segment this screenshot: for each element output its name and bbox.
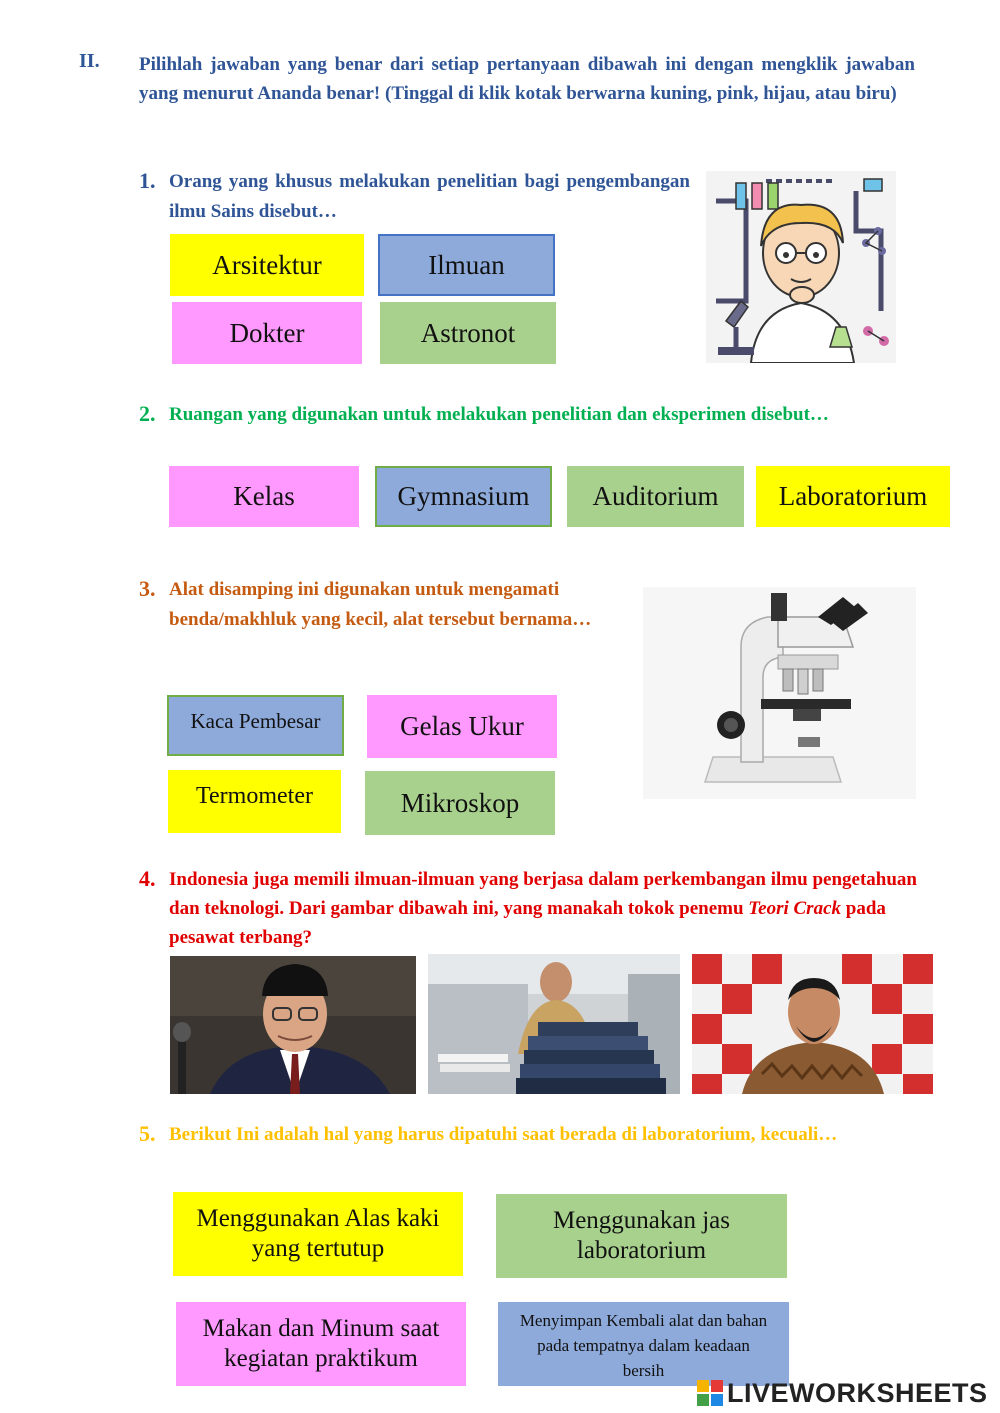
q4-photo-option-1[interactable] bbox=[170, 956, 416, 1094]
question-1-number: 1. bbox=[139, 168, 156, 193]
question-3-number: 3. bbox=[139, 576, 156, 601]
question-4-text-italic: Teori Crack bbox=[748, 898, 841, 919]
q4-photo-option-3[interactable] bbox=[692, 954, 933, 1094]
q5-option-jas-laboratorium[interactable]: Menggunakan jas laboratorium bbox=[496, 1194, 787, 1278]
section-number: II. bbox=[79, 50, 100, 72]
question-4-text bbox=[169, 865, 929, 952]
liveworksheets-logo bbox=[697, 1378, 988, 1409]
q1-option-arsitektur[interactable]: Arsitektur bbox=[170, 234, 364, 296]
question-4-text-after: pada pesawat terbang? bbox=[169, 898, 886, 948]
question-3-text: Alat disamping ini digunakan untuk mengamati benda/makhluk yang kecil, alat tersebut bernama… bbox=[169, 579, 592, 630]
question-4-text-before: Indonesia juga memili ilmuan-ilmuan yang berjasa dalam perkembangan ilmu pengetahuan dan teknologi. Dari gambar dibawah ini, yang manakah tokok penemu bbox=[169, 869, 917, 919]
q4-photo-option-2[interactable] bbox=[428, 954, 680, 1094]
question-4-number: 4. bbox=[139, 866, 156, 891]
q5-option-menyimpan-alat[interactable]: Menyimpan Kembali alat dan bahan pada tempatnya dalam keadaan bersih bbox=[498, 1302, 789, 1386]
q5-option-makan-minum[interactable]: Makan dan Minum saat kegiatan praktikum bbox=[176, 1302, 466, 1386]
q1-option-dokter[interactable]: Dokter bbox=[172, 302, 362, 364]
microscope-photo bbox=[643, 587, 916, 799]
q3-option-gelas-ukur[interactable]: Gelas Ukur bbox=[367, 695, 557, 758]
q1-option-ilmuan[interactable]: Ilmuan bbox=[378, 234, 555, 296]
question-5-number: 5. bbox=[139, 1121, 156, 1146]
instruction-text: Pilihlah jawaban yang benar dari setiap pertanyaan dibawah ini dengan mengklik jawaban yang menurut Ananda benar! (Tinggal di klik kotak berwarna kuning, pink, hijau, atau biru) bbox=[139, 54, 915, 104]
q3-option-termometer[interactable]: Termometer bbox=[168, 770, 341, 833]
q3-option-mikroskop[interactable]: Mikroskop bbox=[365, 771, 555, 835]
q1-option-astronot[interactable]: Astronot bbox=[380, 302, 556, 364]
q3-option-kaca-pembesar[interactable]: Kaca Pembesar bbox=[167, 695, 344, 756]
q2-option-laboratorium[interactable]: Laboratorium bbox=[756, 466, 950, 527]
q2-option-kelas[interactable]: Kelas bbox=[169, 466, 359, 527]
liveworksheets-logo-text: LIVEWORKSHEETS bbox=[727, 1378, 988, 1408]
q2-option-auditorium[interactable]: Auditorium bbox=[567, 466, 744, 527]
question-2-text: Ruangan yang digunakan untuk melakukan penelitian dan eksperimen disebut… bbox=[169, 404, 829, 425]
question-5-text: Berikut Ini adalah hal yang harus dipatuhi saat berada di laboratorium, kecuali… bbox=[169, 1124, 838, 1145]
q2-option-gymnasium[interactable]: Gymnasium bbox=[375, 466, 552, 527]
question-2-number: 2. bbox=[139, 401, 156, 426]
q5-option-alas-kaki[interactable]: Menggunakan Alas kaki yang tertutup bbox=[173, 1192, 463, 1276]
question-1-text: Orang yang khusus melakukan penelitian bagi pengembangan ilmu Sains disebut… bbox=[169, 171, 690, 222]
scientist-illustration bbox=[706, 171, 896, 363]
liveworksheets-logo-icon bbox=[697, 1380, 725, 1408]
